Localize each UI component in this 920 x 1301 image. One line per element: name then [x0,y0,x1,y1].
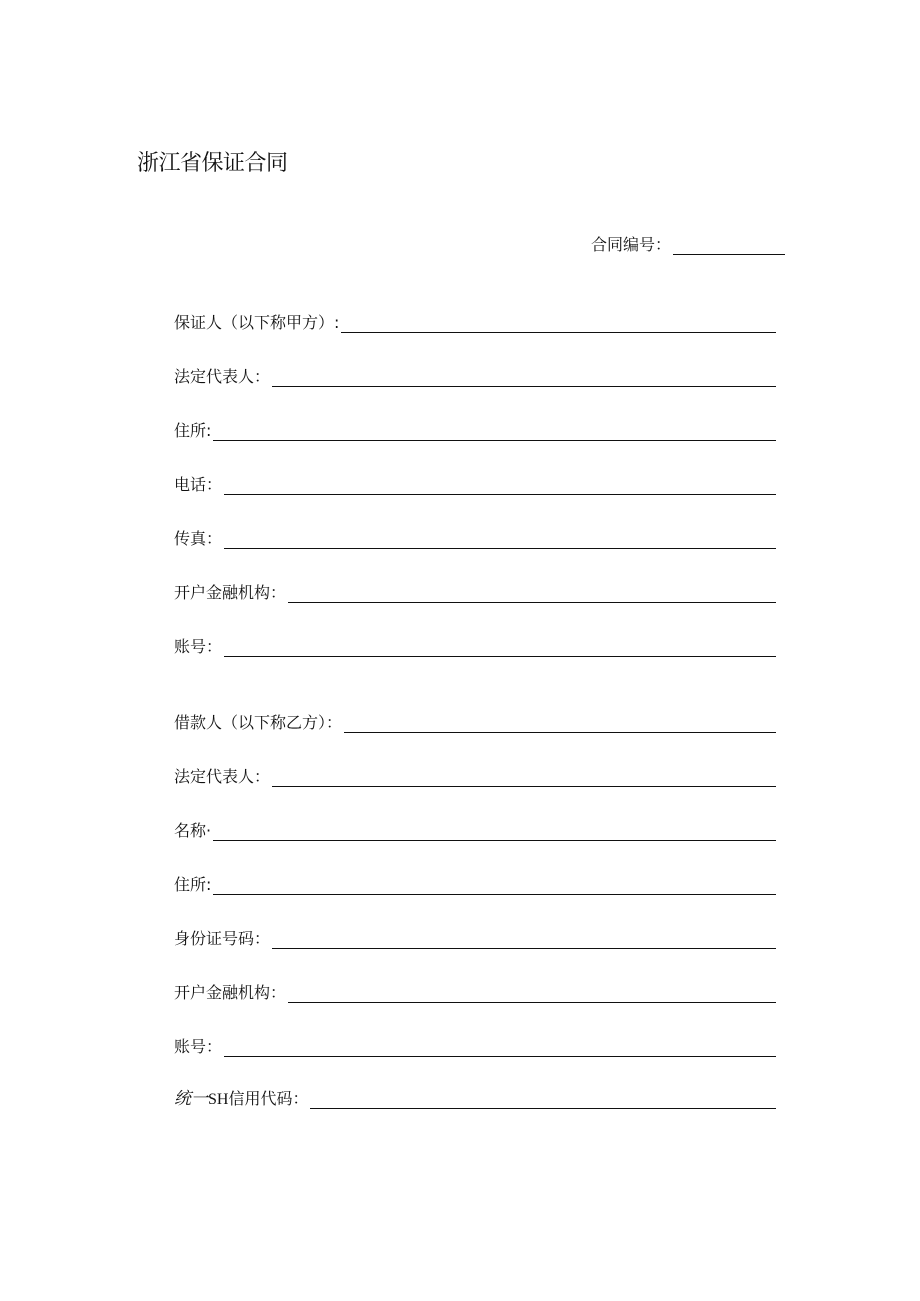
borrower-address-row [174,872,776,895]
guarantor-bank-blank[interactable] [288,588,776,603]
borrower-name-label: 借款人（以下称乙方）： [174,713,343,732]
borrower-address-blank[interactable] [213,880,776,895]
guarantor-name-blank[interactable] [341,318,776,333]
credit-code-label-part3: 信用代码： [228,1089,309,1108]
guarantor-phone-row [174,472,776,495]
borrower-account-blank[interactable] [224,1042,776,1057]
contract-number-field [591,232,785,255]
borrower-company-name-blank[interactable] [213,826,776,841]
borrower-company-name-row [174,818,776,841]
guarantor-bank-label: 开户金融机构： [174,583,287,602]
guarantor-fax-label: 传真： [174,529,223,548]
borrower-credit-code-label [174,1084,308,1109]
contract-number-label: 合同编号： [591,235,672,254]
guarantor-account-row [174,634,776,657]
borrower-name-row [174,710,776,733]
guarantor-legal-rep-row [174,364,776,387]
contract-number-blank[interactable] [673,240,785,255]
guarantor-address-row [174,418,776,441]
guarantor-name-row [174,310,776,333]
borrower-company-name-label: 名称· [174,821,212,840]
guarantor-address-blank[interactable] [213,426,776,441]
guarantor-name-label: 保证人（以下称甲方）: [174,313,340,332]
guarantor-account-blank[interactable] [224,642,776,657]
borrower-legal-rep-blank[interactable] [272,772,776,787]
borrower-name-blank[interactable] [344,718,776,733]
guarantor-bank-row [174,580,776,603]
borrower-account-row [174,1034,776,1057]
guarantor-fax-blank[interactable] [224,534,776,549]
borrower-bank-blank[interactable] [288,988,776,1003]
guarantor-fax-row [174,526,776,549]
guarantor-legal-rep-blank[interactable] [272,372,776,387]
borrower-address-label: 住所: [174,875,212,894]
credit-code-label-part1: 统一 [174,1089,208,1109]
guarantor-phone-label: 电话： [174,475,223,494]
borrower-account-label: 账号： [174,1037,223,1056]
guarantor-address-label: 住所: [174,421,212,440]
borrower-id-number-row [174,926,776,949]
guarantor-phone-blank[interactable] [224,480,776,495]
borrower-bank-row [174,980,776,1003]
borrower-legal-rep-row [174,764,776,787]
borrower-id-number-label: 身份证号码： [174,929,271,948]
borrower-credit-code-row [174,1084,776,1109]
borrower-credit-code-blank[interactable] [310,1094,776,1109]
page-title: 浙江省保证合同 [137,151,288,176]
credit-code-label-part2: SH [208,1091,229,1108]
borrower-bank-label: 开户金融机构： [174,983,287,1002]
guarantor-legal-rep-label: 法定代表人： [174,367,271,386]
borrower-id-number-blank[interactable] [272,934,776,949]
guarantor-account-label: 账号： [174,637,223,656]
borrower-legal-rep-label: 法定代表人： [174,767,271,786]
